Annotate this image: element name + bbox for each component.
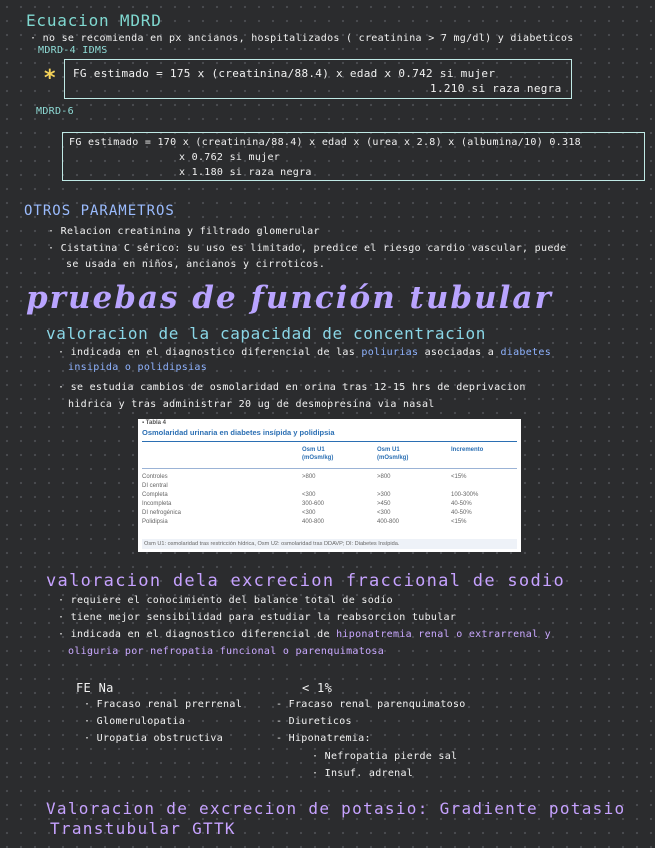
sodio-b3-cont: oliguria por nefropatia funcional o parenquimatosa: [68, 646, 385, 657]
diabetes-highlight: diabetes: [500, 347, 552, 358]
otros-item-2b: se usada en niños, ancianos y cirroticos.: [66, 259, 326, 270]
table-cell: <15%: [451, 519, 467, 525]
table-cell: >450: [377, 501, 391, 507]
table-cell: Completa: [142, 492, 168, 498]
sodio-bullet-1: · requiere el conocimiento del balance total de sodio: [58, 595, 393, 606]
mdrd-note: · no se recomienda en px ancianos, hospitalizados ( creatinina > 7 mg/dl) y diabeticos: [30, 33, 574, 44]
fe-na-threshold: < 1%: [302, 681, 333, 695]
fe-right-sub-1: · Nefropatia pierde sal: [312, 751, 458, 762]
tubular-section-title: pruebas de función tubular: [26, 280, 553, 316]
concentracion-b1-mid: asociadas a: [418, 347, 501, 358]
table-cell: 400-800: [302, 519, 325, 525]
sodio-bullet-3: [58, 629, 551, 640]
table-cell: 40-50%: [451, 501, 472, 507]
table-title: Osmolaridad urinaria en diabetes insípida y polidipsia: [142, 428, 335, 437]
poliurias-highlight: poliurias: [361, 347, 419, 358]
otros-item-2: · Cistatina C sérico: su uso es limitado, predice el riesgo cardio vascular, puede: [48, 243, 567, 254]
mdrd6-formula-line2: x 0.762 si mujer: [179, 152, 281, 163]
table-cell: >800: [377, 474, 391, 480]
fe-right-item-3: - Hiponatremia:: [276, 733, 371, 744]
table-cell: <300: [302, 492, 316, 498]
potasio-title-line2: Transtubular GTTK: [50, 819, 236, 838]
concentracion-b2-cont: hidrica y tras administrar 20 ug de desmopresina via nasal: [68, 399, 435, 410]
table-header-cell: Osm U1 (mOsm/kg): [302, 447, 334, 461]
table-cell: Incompleta: [142, 501, 172, 507]
mdrd6-formula-box: [62, 132, 645, 181]
concentracion-bullet-1: [58, 347, 551, 358]
sodio-bullet-2: · tiene mejor sensibilidad para estudiar la reabsorcion tubular: [58, 612, 457, 623]
table-tag: ▪ Tabla 4: [142, 420, 167, 426]
mdrd6-formula-line3: x 1.180 si raza negra: [179, 167, 312, 178]
potasio-title-line1: Valoracion de excrecion de potasio: Gradiente potasio: [46, 799, 626, 818]
table-cell: >300: [377, 492, 391, 498]
mdrd6-subtitle: MDRD-6: [36, 106, 74, 117]
table-cell: DI central: [142, 483, 168, 489]
mdrd4-subtitle: MDRD-4 IDMS: [38, 45, 108, 56]
table-cell: >800: [302, 474, 316, 480]
concentracion-bullet-2: · se estudia cambios de osmolaridad en orina tras 12-15 hrs de deprivacion: [58, 382, 526, 393]
table-cell: <300: [377, 510, 391, 516]
table-divider: [142, 441, 517, 442]
hiponatremia-highlight: hiponatremia renal o extrarrenal y: [336, 629, 552, 640]
sodio-b3-text: · indicada en el diagnostico diferencial de: [58, 629, 337, 640]
mdrd4-formula-box: [64, 59, 572, 99]
table-cell: Polidipsia: [142, 519, 168, 525]
fe-na-label: FE Na: [76, 681, 114, 695]
fe-left-item-3: · Uropatia obstructiva: [84, 733, 224, 744]
table-header-cell: Osm U1 (mOsm/kg): [377, 447, 409, 461]
otros-title: OTROS PARAMETROS: [24, 203, 175, 219]
concentracion-b1-text: · indicada en el diagnostico diferencial de las: [58, 347, 362, 358]
concentracion-b1-cont: insipida o polidipsias: [68, 362, 208, 373]
mdrd4-formula-line2: 1.210 si raza negra: [430, 82, 562, 95]
mdrd-title: Ecuacion MDRD: [26, 11, 162, 30]
fe-right-item-1: - Fracaso renal parenquimatoso: [276, 699, 466, 710]
concentracion-title: valoracion de la capacidad de concentracion: [46, 324, 487, 343]
table-footer: Osm U1: osmolaridad tras restricción hídrica, Osm U2: osmolaridad tras DDAVP; DI: Diabetes Insípida.: [142, 539, 517, 549]
fe-left-item-2: · Glomerulopatia: [84, 716, 186, 727]
table-cell: DI nefrogénica: [142, 510, 182, 516]
table-cell: 300-600: [302, 501, 325, 507]
table-header-cell: Incremento: [451, 447, 484, 453]
fe-right-sub-2: · Insuf. adrenal: [312, 768, 414, 779]
mdrd4-formula-line1: FG estimado = 175 x (creatinina/88.4) x edad x 0.742 si mujer: [73, 67, 496, 80]
table-cell: <300: [302, 510, 316, 516]
table-cell: 100-300%: [451, 492, 479, 498]
osmolaridad-table: [138, 419, 521, 552]
mdrd6-formula-line1: FG estimado = 170 x (creatinina/88.4) x edad x (urea x 2.8) x (albumina/10) 0.318: [69, 137, 581, 148]
fe-right-item-2: - Diureticos: [276, 716, 352, 727]
sodio-title: valoracion dela excrecion fraccional de sodio: [46, 571, 566, 591]
table-cell: 40-50%: [451, 510, 472, 516]
table-cell: <15%: [451, 474, 467, 480]
table-header-divider: [142, 468, 517, 469]
fe-left-item-1: · Fracaso renal prerrenal: [84, 699, 243, 710]
table-cell: Controles: [142, 474, 168, 480]
star-icon: *: [44, 66, 56, 91]
otros-item-1: · Relacion creatinina y filtrado glomerular: [48, 226, 320, 237]
table-cell: 400-800: [377, 519, 400, 525]
